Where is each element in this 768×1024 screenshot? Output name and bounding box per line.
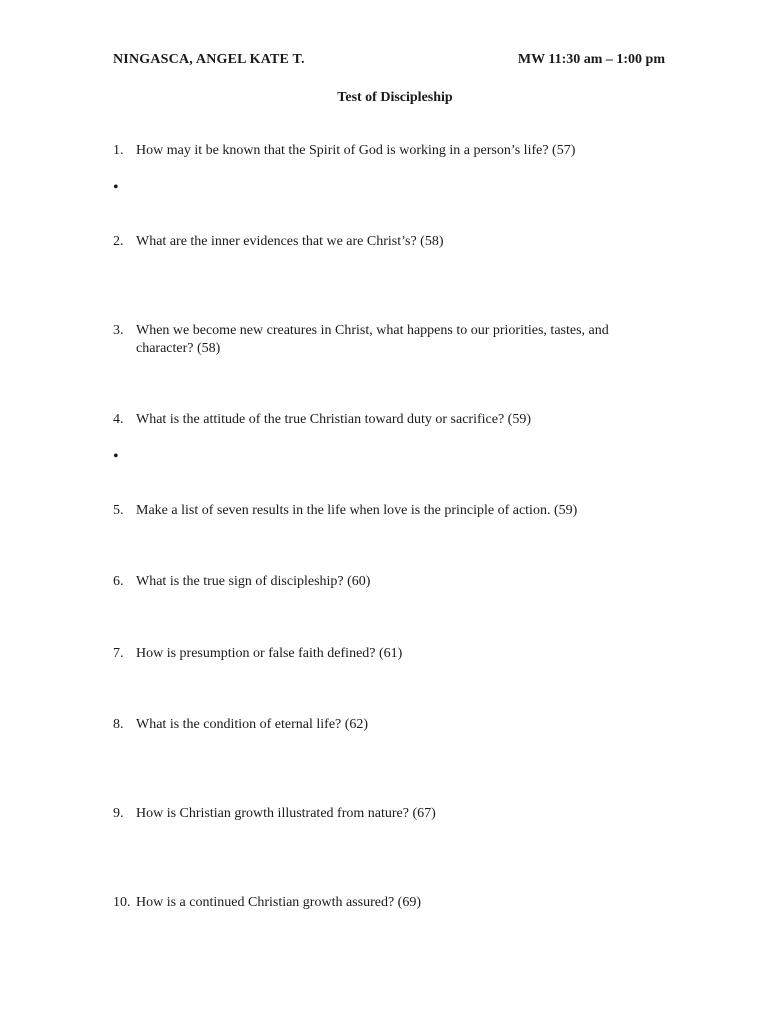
answer-bullet: • <box>113 179 119 196</box>
question-text: What are the inner evidences that we are Christ’s? (58) <box>136 234 444 249</box>
question-number: 1. <box>113 143 124 158</box>
question-number: 7. <box>113 646 124 661</box>
question-number: 3. <box>113 323 124 338</box>
question-text: How is presumption or false faith defined? (61) <box>136 646 403 661</box>
question-number: 9. <box>113 806 124 821</box>
question-text: How is a continued Christian growth assured? (69) <box>136 895 421 910</box>
question-4 <box>113 411 658 429</box>
question-2 <box>113 233 658 251</box>
question-3 <box>113 322 658 358</box>
question-text: When we become new creatures in Christ, what happens to our priorities, tastes, and character? (58) <box>136 323 609 356</box>
question-10 <box>113 894 658 912</box>
page-title: Test of Discipleship <box>337 90 453 105</box>
question-number: 2. <box>113 234 124 249</box>
question-number: 4. <box>113 412 124 427</box>
question-5 <box>113 502 658 520</box>
question-number: 10. <box>113 895 131 910</box>
question-text: What is the attitude of the true Christian toward duty or sacrifice? (59) <box>136 412 531 427</box>
answer-bullet: • <box>113 448 119 465</box>
question-number: 6. <box>113 574 124 589</box>
class-schedule: MW 11:30 am – 1:00 pm <box>517 52 665 67</box>
question-text: What is the condition of eternal life? (62) <box>136 717 369 732</box>
question-number: 5. <box>113 503 124 518</box>
question-1 <box>113 142 658 160</box>
question-text: How may it be known that the Spirit of God is working in a person’s life? (57) <box>136 143 576 158</box>
question-text: Make a list of seven results in the life when love is the principle of action. (59) <box>136 503 578 518</box>
student-name: NINGASCA, ANGEL KATE T. <box>113 52 305 67</box>
question-8 <box>113 716 658 734</box>
question-7 <box>113 645 658 663</box>
question-text: What is the true sign of discipleship? (60) <box>136 574 371 589</box>
question-9 <box>113 805 658 823</box>
question-6 <box>113 573 658 591</box>
question-text: How is Christian growth illustrated from nature? (67) <box>136 806 436 821</box>
question-number: 8. <box>113 717 124 732</box>
